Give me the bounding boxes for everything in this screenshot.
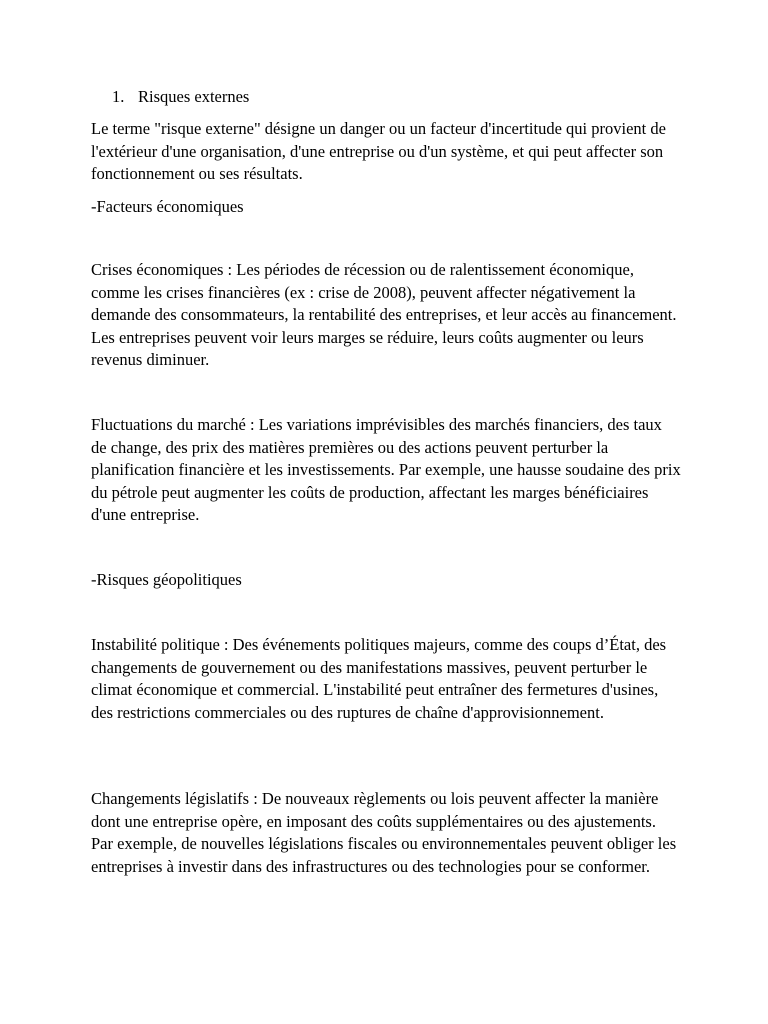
paragraph-political-instability: Instabilité politique : Des événements politiques majeurs, comme des coups d’État, des changements de gouvernement ou des manifestations massives, peuvent perturber le climat économique et commercial. L'instabilité peut entraîner des fermetures d'usines, des restrictions commerciales ou des ruptures de chaîne d'approvisionnement. [91,635,667,722]
list-item-label: Risques externes [138,87,250,106]
section-heading-geopolitical: -Risques géopolitiques [91,570,242,589]
intro-paragraph: Le terme "risque externe" désigne un danger ou un facteur d'incertitude qui provient de l'extérieur d'une organisation, d'une entreprise ou d'un système, et qui peut affecter son fonctionnement ou ses résultats. [91,119,666,183]
list-item-heading [112,86,249,109]
paragraph-market-fluctuations: Fluctuations du marché : Les variations imprévisibles des marchés financiers, des taux de change, des prix des matières premières ou des actions peuvent perturber la planification financière et les investissements. Par exemple, une hausse soudaine des prix du pétrole peut augmenter les coûts de production, affectant les marges bénéficiaires d'une entreprise. [91,415,681,524]
paragraph-economic-crises: Crises économiques : Les périodes de récession ou de ralentissement économique, comme les crises financières (ex : crise de 2008), peuvent affecter négativement la demande des consommateurs, la rentabilité des entreprises, et leur accès au financement. Les entreprises peuvent voir leurs marges se réduire, leurs coûts augmenter ou leurs revenus diminuer. [91,260,677,369]
paragraph-legislative-changes: Changements législatifs : De nouveaux règlements ou lois peuvent affecter la manière dont une entreprise opère, en imposant des coûts supplémentaires ou des ajustements. Par exemple, de nouvelles législations fiscales ou environnementales peuvent obliger les entreprises à investir dans des infrastructures ou des technologies pour se conformer. [91,789,677,876]
section-heading-economic: -Facteurs économiques [91,197,244,216]
list-item-number: 1. [112,87,125,106]
